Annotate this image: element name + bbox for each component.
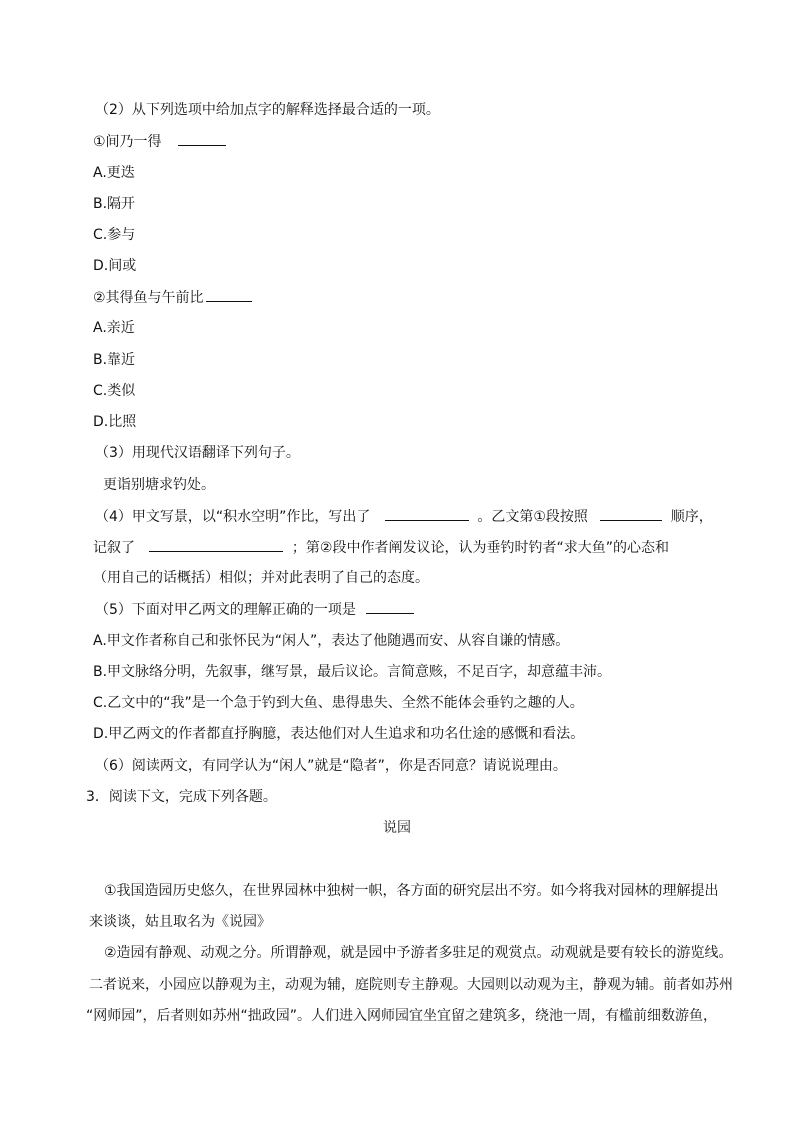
- q4-line1: [95, 506, 713, 527]
- q4-line2: [93, 537, 669, 558]
- q4-part5: ；第②段中作者阐发议论，认为垂钓时钓者“求大鱼”的心态和: [291, 540, 669, 556]
- q3-sentence: 更诣别塘求钓处。: [103, 477, 215, 493]
- section3-heading: 3．阅读下文，完成下列各题。: [86, 789, 277, 805]
- q2-sub2-text: ②其得鱼与午前比: [93, 290, 204, 306]
- q5-prompt: （5）下面对甲乙两文的理解正确的一项是: [95, 602, 356, 618]
- q2-sub1-text: ①间乃一得: [93, 134, 162, 150]
- q2-sub1-option-b: B.隔开: [93, 196, 136, 212]
- q2-sub2-option-b: B.靠近: [93, 352, 136, 368]
- q6-prompt: （6）阅读两文，有同学认为“闲人”就是“隐者”，你是否同意？请说说理由。: [95, 758, 567, 774]
- q2-sub1-option-c: C.参与: [93, 227, 136, 243]
- q3-prompt: （3）用现代汉语翻译下列句子。: [95, 445, 300, 461]
- q2-sub2-option-d: D.比照: [93, 414, 137, 430]
- answer-blank[interactable]: [366, 599, 414, 614]
- q2-prompt: （2）从下列选项中给加点字的解释选择最合适的一项。: [95, 102, 440, 118]
- q4-part6: （用自己的话概括）相似；并对此表明了自己的态度。: [93, 570, 429, 586]
- para2-line1: ②造园有静观、动观之分。所谓静观，就是园中予游者多驻足的观赏点。动观就是要有较长的游览线。: [104, 945, 733, 961]
- q5-option-d: D.甲乙两文的作者都直抒胸臆，表达他们对人生追求和功名仕途的感慨和看法。: [93, 726, 585, 742]
- answer-blank[interactable]: [178, 131, 226, 146]
- q2-sub2-option-c: C.类似: [93, 383, 136, 399]
- q4-part1: （4）甲文写景，以“积水空明”作比，写出了: [95, 509, 371, 525]
- answer-blank[interactable]: [149, 537, 283, 552]
- para1-line2: 来谈谈，姑且取名为《说园》: [89, 914, 271, 930]
- q4-part3: 顺序，: [670, 509, 713, 525]
- answer-blank[interactable]: [385, 506, 469, 521]
- q2-sub2-stem: [93, 287, 256, 308]
- para2-line2: 二者说来，小园应以静观为主，动观为辅，庭院则专主静观。大园则以动观为主，静观为辅。前者如苏州: [89, 977, 733, 993]
- answer-blank[interactable]: [600, 506, 662, 521]
- q4-part4: 记叙了: [93, 540, 135, 556]
- article-title: 说园: [383, 820, 411, 836]
- q2-sub1-stem: [93, 131, 230, 152]
- q2-sub2-option-a: A.亲近: [93, 320, 135, 336]
- para2-line3: “网师园”，后者则如苏州“拙政园”。人们进入网师园宜坐宜留之建筑多，绕池一周，有槛前细数游鱼，: [86, 1008, 718, 1024]
- answer-blank[interactable]: [206, 287, 252, 302]
- q2-sub1-option-a: A.更迭: [93, 165, 135, 181]
- para1-line1: ①我国造园历史悠久，在世界园林中独树一帜，各方面的研究层出不穷。如今将我对园林的理解提出: [104, 883, 719, 899]
- q5-option-c: C.乙文中的“我”是一个急于钓到大鱼、患得患失、全然不能体会垂钓之趣的人。: [93, 695, 584, 711]
- q2-sub1-option-d: D.间或: [93, 258, 137, 274]
- q5-option-a: A.甲文作者称自己和张怀民为“闲人”，表达了他随遇而安、从容自谦的情感。: [93, 633, 570, 649]
- q4-part2: 。乙文第①段按照: [477, 509, 588, 525]
- q5-option-b: B.甲文脉络分明，先叙事，继写景，最后议论。言简意赅，不足百字，却意蕴丰沛。: [93, 664, 612, 680]
- q5-prompt-line: [95, 599, 418, 620]
